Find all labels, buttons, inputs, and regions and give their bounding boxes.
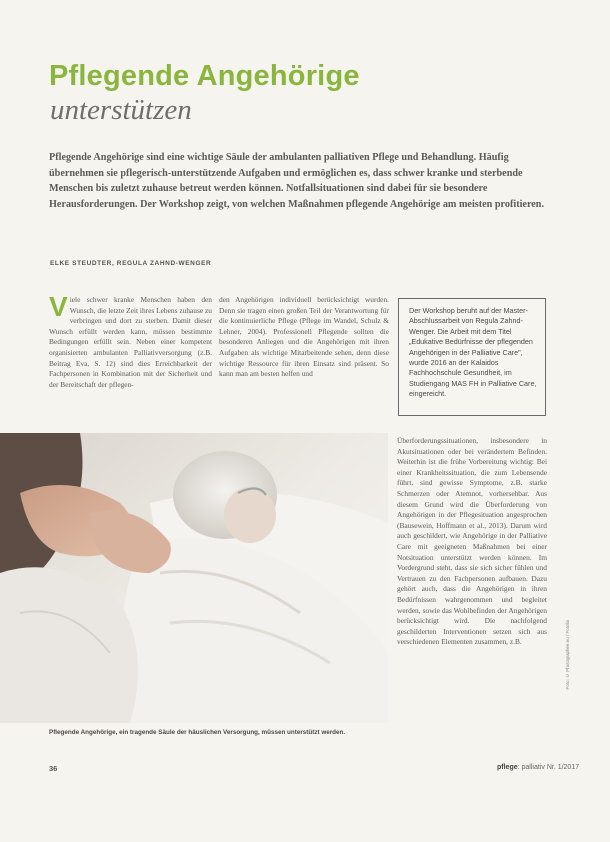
photo-credit: Foto: © Photographee.eu / Fotolia (565, 620, 570, 690)
journal-footer (497, 764, 579, 771)
author-byline: ELKE STEUDTER, REGULA ZAHND-WENGER (50, 260, 212, 267)
journal-name-rest: : palliativ (517, 764, 545, 771)
body-text-1: iele schwer kranke Menschen haben den Wunsch, die letzte Zeit ihres Lebens zuhause zu verbringen und dort zu sterben. Damit dieser Wunsch erfüllt werden kann, müssen bestimmte Bedingungen erfüllt sein. Neben einer kompetent organisierten ambulanten Palliativversorgung (z.B. Beitrag Eva, S. 12) sind dies Erreichbarkeit der Fachpersonen in Kombination mit der Sicherheit und der Bereitschaft der pflegen- (49, 295, 212, 389)
body-column-2: den Angehörigen individuell berücksichtigt wurden. Denn sie tragen einen großen Teil der Verantwortung für die kontinuierliche Pflege (Pflege im Wandel, Schulz & Lehner, 2004). Professionell Pflegende sollten die besonderen Anliegen und die Angehörigen mit ihren Aufgaben als wichtige Mitarbeitende sehen, denn diese wichtige Ressource für ihren Einsatz sind präsent. So kann man am besten helfen und (219, 295, 389, 379)
lead-paragraph: Pflegende Angehörige sind eine wichtige Säule der ambulanten palliativen Pflege und Behandlung. Häufig übernehmen sie pflegerisch-unterstützende Aufgaben und ermöglichen es, dass schwer kranke und sterbende Menschen bis zuletzt zuhause betreut werden können. Notfallsituationen sind dabei für sie besondere Herausforderungen. Der Workshop zeigt, von welchen Maßnahmen pflegende Angehörige am meisten profitieren. (49, 152, 545, 210)
body-column-3: Überforderungssituationen, insbesondere in Akutsituationen oder bei verändertem Befinden. Weiterhin ist die frühe Vorbereitung wichtig: Bei einer Krankheitssituation, die zum Lebensende führt, sind gewisse Symptome, z.B. starke Schmerzen oder Atemnot, vorhersehbar. Aus diesem Grund wird die Überforderung von Angehörigen in der Pflegesituation angesprochen (Bausewein, Hoffmann et al., 2013). Darum wird auch geschildert, wie Angehörige in der Palliative Care mit geeigneten Maßnahmen bei einer Notsituation unterstützt werden können. Im Vordergrund steht, dass sie sich sicher fühlen und Vertrauen zu den Fachpersonen aufbauen. Dazu gehört auch, dass die Angehörigen in ihren Bedürfnissen wahrgenommen und begleitet werden, sowie das Wohlbefinden der Angehörigen berücksichtigt wird. Die nachfolgend geschilderten Interventionen setzen sich aus verschiedenen Elementen zusammen, z.B. (397, 436, 547, 647)
info-box (398, 298, 546, 416)
article-title: Pflegende Angehörige (49, 60, 360, 92)
photo-caption: Pflegende Angehörige, ein tragende Säule der häuslichen Versorgung, müssen unterstützt werden. (49, 729, 346, 736)
journal-issue: Nr. 1/2017 (546, 764, 580, 771)
journal-name-bold: pflege (497, 764, 518, 771)
article-subtitle: unterstützen (50, 94, 192, 126)
photo-illustration (0, 433, 388, 723)
body-column-1 (49, 295, 212, 423)
info-box-text: Der Workshop beruht auf der Master-Abschlussarbeit von Regula Zahnd-Wenger. Die Arbeit mit dem Titel „Edukative Bedürfnisse der pflegenden Angehörigen in der Palliative Care", wurde 2016 an der Kalaidos Fachhochschule Gesundheit, im Studiengang MAS FH in Palliative Care, eingereicht. (409, 306, 537, 399)
page-number: 36 (49, 764, 58, 773)
drop-cap: V (49, 295, 68, 322)
article-photo (0, 433, 388, 723)
